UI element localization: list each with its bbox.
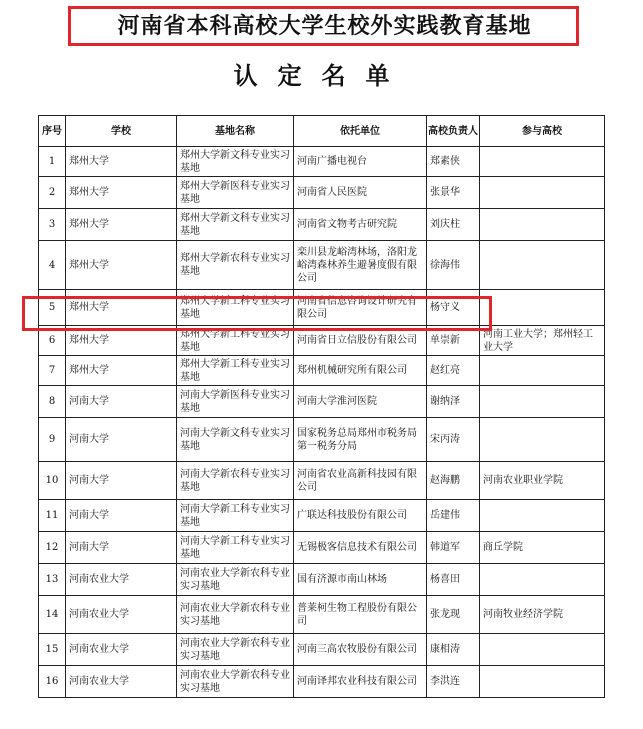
cell-leader: 郑素侠: [427, 147, 480, 177]
cell-base-name: 河南大学新文科专业实习基地: [177, 418, 294, 462]
cell-partner: [480, 500, 605, 532]
cell-unit: 河南大学淮河医院: [294, 386, 427, 418]
cell-unit: 河南省信息咨询设计研究有限公司: [294, 290, 427, 326]
table-row: [39, 147, 605, 177]
cell-school: 河南大学: [66, 462, 177, 500]
cell-school: 河南农业大学: [66, 564, 177, 596]
table-row: [39, 326, 605, 356]
base-list-table: [38, 115, 605, 698]
cell-no: 14: [39, 596, 66, 634]
table-row: [39, 532, 605, 564]
cell-partner: [480, 634, 605, 666]
cell-leader: 赵海鹏: [427, 462, 480, 500]
cell-leader: 岳建伟: [427, 500, 480, 532]
table-row: [39, 386, 605, 418]
cell-partner: [480, 666, 605, 698]
cell-leader: 杨喜田: [427, 564, 480, 596]
cell-unit: 河南省文物考古研究院: [294, 209, 427, 241]
cell-no: 5: [39, 290, 66, 326]
cell-leader: 刘庆柱: [427, 209, 480, 241]
cell-unit: 河南省人民医院: [294, 177, 427, 209]
cell-base-name: 河南大学新医科专业实习基地: [177, 386, 294, 418]
cell-base-name: 河南农业大学新农科专业实习基地: [177, 596, 294, 634]
cell-no: 6: [39, 326, 66, 356]
cell-unit: 国有济源市南山林场: [294, 564, 427, 596]
cell-partner: [480, 209, 605, 241]
table-row: [39, 564, 605, 596]
cell-base-name: 郑州大学新农科专业实习基地: [177, 241, 294, 290]
cell-partner: [480, 290, 605, 326]
cell-partner: 商丘学院: [480, 532, 605, 564]
cell-partner: [480, 418, 605, 462]
page-subtitle: 认定名单: [233, 62, 410, 90]
cell-no: 2: [39, 177, 66, 209]
table-row: [39, 241, 605, 290]
cell-unit: 国家税务总局郑州市税务局第一税务分局: [294, 418, 427, 462]
cell-no: 10: [39, 462, 66, 500]
cell-unit: 河南省日立信股份有限公司: [294, 326, 427, 356]
cell-unit: 河南译邦农业科技有限公司: [294, 666, 427, 698]
cell-unit: 河南三高农牧股份有限公司: [294, 634, 427, 666]
cell-base-name: 郑州大学新工科专业实习基地: [177, 290, 294, 326]
header-unit: 依托单位: [294, 116, 427, 147]
cell-no: 9: [39, 418, 66, 462]
cell-school: 郑州大学: [66, 356, 177, 386]
cell-school: 郑州大学: [66, 290, 177, 326]
cell-base-name: 郑州大学新工科专业实习基地: [177, 326, 294, 356]
table-header-row: [39, 116, 605, 147]
cell-unit: 无锡极客信息技术有限公司: [294, 532, 427, 564]
cell-base-name: 郑州大学新医科专业实习基地: [177, 177, 294, 209]
cell-school: 河南农业大学: [66, 666, 177, 698]
header-leader: 高校负责人: [427, 116, 480, 147]
cell-leader: 张景华: [427, 177, 480, 209]
cell-no: 4: [39, 241, 66, 290]
cell-school: 郑州大学: [66, 209, 177, 241]
cell-school: 郑州大学: [66, 147, 177, 177]
cell-partner: 河南牧业经济学院: [480, 596, 605, 634]
cell-partner: [480, 147, 605, 177]
cell-no: 13: [39, 564, 66, 596]
cell-base-name: 郑州大学新工科专业实习基地: [177, 356, 294, 386]
cell-leader: 杨守义: [427, 290, 480, 326]
table-row: [39, 462, 605, 500]
cell-school: 河南大学: [66, 386, 177, 418]
cell-base-name: 河南大学新工科专业实习基地: [177, 532, 294, 564]
cell-leader: 赵红亮: [427, 356, 480, 386]
cell-unit: 河南省农业高新科技园有限公司: [294, 462, 427, 500]
cell-leader: 徐海伟: [427, 241, 480, 290]
cell-partner: [480, 356, 605, 386]
table-row: [39, 634, 605, 666]
cell-no: 1: [39, 147, 66, 177]
cell-base-name: 河南大学新农科专业实习基地: [177, 462, 294, 500]
cell-partner: [480, 241, 605, 290]
cell-school: 河南大学: [66, 418, 177, 462]
header-school: 学校: [66, 116, 177, 147]
cell-no: 8: [39, 386, 66, 418]
cell-school: 郑州大学: [66, 177, 177, 209]
cell-base-name: 河南农业大学新农科专业实习基地: [177, 564, 294, 596]
cell-base-name: 河南农业大学新农科专业实习基地: [177, 666, 294, 698]
cell-unit: 普莱柯生物工程股份有限公司: [294, 596, 427, 634]
cell-leader: 李洪连: [427, 666, 480, 698]
cell-partner: 河南工业大学；郑州轻工业大学: [480, 326, 605, 356]
table-row: [39, 177, 605, 209]
table-row: [39, 209, 605, 241]
table-row: [39, 356, 605, 386]
cell-partner: [480, 177, 605, 209]
cell-no: 11: [39, 500, 66, 532]
cell-school: 河南农业大学: [66, 634, 177, 666]
cell-no: 15: [39, 634, 66, 666]
cell-school: 郑州大学: [66, 241, 177, 290]
cell-base-name: 河南农业大学新农科专业实习基地: [177, 634, 294, 666]
cell-leader: 宋丙涛: [427, 418, 480, 462]
header-no: 序号: [39, 116, 66, 147]
cell-leader: 单崇新: [427, 326, 480, 356]
cell-school: 郑州大学: [66, 326, 177, 356]
cell-base-name: 郑州大学新文科专业实习基地: [177, 209, 294, 241]
cell-base-name: 郑州大学新文科专业实习基地: [177, 147, 294, 177]
cell-unit: 广联达科技股份有限公司: [294, 500, 427, 532]
table-row: [39, 500, 605, 532]
cell-school: 河南农业大学: [66, 596, 177, 634]
cell-no: 3: [39, 209, 66, 241]
header-partner: 参与高校: [480, 116, 605, 147]
cell-leader: 韩道军: [427, 532, 480, 564]
cell-unit: 河南广播电视台: [294, 147, 427, 177]
cell-leader: 张龙现: [427, 596, 480, 634]
cell-no: 16: [39, 666, 66, 698]
cell-partner: [480, 564, 605, 596]
cell-no: 7: [39, 356, 66, 386]
cell-no: 12: [39, 532, 66, 564]
table-row: [39, 596, 605, 634]
table-row: [39, 666, 605, 698]
cell-partner: [480, 386, 605, 418]
header-base-name: 基地名称: [177, 116, 294, 147]
cell-unit: 栾川县龙峪湾林场，洛阳龙峪湾森林养生避暑度假有限公司: [294, 241, 427, 290]
cell-unit: 郑州机械研究所有限公司: [294, 356, 427, 386]
cell-leader: 谢纳泽: [427, 386, 480, 418]
cell-base-name: 河南大学新工科专业实习基地: [177, 500, 294, 532]
table-row: [39, 418, 605, 462]
cell-partner: 河南农业职业学院: [480, 462, 605, 500]
cell-school: 河南大学: [66, 500, 177, 532]
page-title: 河南省本科高校大学生校外实践教育基地: [117, 14, 532, 39]
table-row: [39, 290, 605, 326]
cell-leader: 康相涛: [427, 634, 480, 666]
cell-school: 河南大学: [66, 532, 177, 564]
